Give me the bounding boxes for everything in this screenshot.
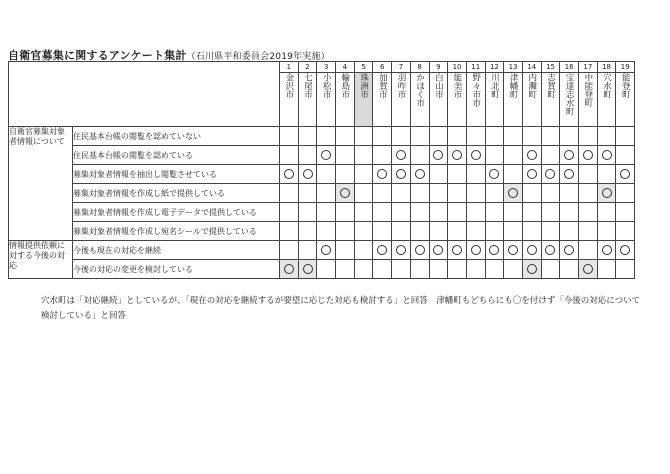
answer-cell [616,241,635,260]
answer-cell [448,203,467,222]
circle-mark [433,150,443,160]
column-number: 9 [429,62,448,73]
municipality-name: 中能登町 [582,73,593,107]
answer-cell [541,184,560,203]
answer-cell [298,184,317,203]
answer-cell [410,184,429,203]
answer-cell [504,165,523,184]
answer-cell [392,127,411,146]
answer-cell [336,184,355,203]
answer-cell [504,203,523,222]
circle-mark [545,169,555,179]
answer-cell [579,184,598,203]
answer-cell [560,146,579,165]
answer-cell [448,241,467,260]
answer-cell [616,222,635,241]
column-number: 12 [485,62,504,73]
answer-cell [429,146,448,165]
answer-cell [410,165,429,184]
answer-cell [373,260,392,279]
circle-mark [602,188,612,198]
column-number: 13 [504,62,523,73]
answer-cell [336,146,355,165]
answer-cell [541,203,560,222]
column-number-row [9,62,635,73]
item-label: 募集対象者情報を作成し紙で提供している [73,184,280,203]
answer-cell [298,203,317,222]
item-label: 募集対象者情報を作成し電子データで提供している [73,203,280,222]
answer-cell [541,165,560,184]
answer-cell [597,260,616,279]
answer-cell [392,165,411,184]
circle-mark [602,245,612,255]
answer-cell [373,165,392,184]
answer-cell [597,241,616,260]
answer-cell [410,127,429,146]
survey-table [8,61,635,279]
answer-cell [280,165,299,184]
answer-cell [298,222,317,241]
municipality-name: 宝達志水町 [564,73,575,116]
answer-cell [579,222,598,241]
answer-cell [579,203,598,222]
answer-cell [522,184,541,203]
municipality-header [410,73,429,127]
municipality-name: 輪島市 [339,73,350,99]
answer-cell [522,203,541,222]
municipality-header [616,73,635,127]
column-number: 11 [466,62,485,73]
municipality-name: 能美市 [452,73,463,99]
circle-mark [620,245,630,255]
column-number: 16 [560,62,579,73]
answer-cell [597,165,616,184]
column-number: 3 [317,62,336,73]
municipality-header [579,73,598,127]
municipality-name: 白山市 [433,73,444,99]
category-label: 自衛官募集対象者情報について [9,127,73,241]
answer-cell [280,184,299,203]
answer-cell [354,241,373,260]
answer-cell [429,203,448,222]
answer-cell [298,146,317,165]
answer-cell [448,165,467,184]
answer-cell [485,222,504,241]
circle-mark [527,150,537,160]
answer-cell [336,222,355,241]
answer-cell [298,127,317,146]
answer-cell [541,241,560,260]
answer-cell [448,146,467,165]
table-body [9,127,635,279]
answer-cell [280,146,299,165]
answer-cell [280,260,299,279]
answer-cell [504,241,523,260]
answer-cell [560,184,579,203]
circle-mark [620,169,630,179]
column-number: 1 [280,62,299,73]
answer-cell [522,127,541,146]
circle-mark [396,245,406,255]
circle-mark [527,245,537,255]
circle-mark [433,245,443,255]
answer-cell [466,241,485,260]
municipality-header [392,73,411,127]
answer-cell [616,203,635,222]
answer-cell [392,222,411,241]
column-number: 4 [336,62,355,73]
municipality-name: 内灘町 [526,73,537,99]
answer-cell [466,127,485,146]
answer-cell [336,241,355,260]
answer-cell [466,203,485,222]
circle-mark [452,150,462,160]
answer-cell [410,203,429,222]
circle-mark [564,169,574,179]
circle-mark [471,245,481,255]
answer-cell [373,203,392,222]
item-label: 住民基本台帳の閲覧を認めていない [73,127,280,146]
item-label: 今後も現在の対応を継続 [73,241,280,260]
column-number: 18 [597,62,616,73]
answer-cell [485,203,504,222]
answer-cell [392,203,411,222]
answer-cell [597,222,616,241]
column-number: 5 [354,62,373,73]
municipality-header [317,73,336,127]
answer-cell [392,146,411,165]
circle-mark [321,150,331,160]
answer-cell [616,165,635,184]
answer-cell [317,184,336,203]
answer-cell [485,165,504,184]
circle-mark [396,169,406,179]
municipality-header [354,73,373,127]
answer-cell [429,127,448,146]
answer-cell [298,165,317,184]
answer-cell [373,222,392,241]
table-row [9,146,635,165]
answer-cell [466,222,485,241]
answer-cell [466,260,485,279]
answer-cell [448,127,467,146]
municipality-name: 川北町 [489,73,500,99]
municipality-header [373,73,392,127]
answer-cell [280,127,299,146]
answer-cell [466,184,485,203]
answer-cell [298,241,317,260]
municipality-name: 珠洲市 [358,73,369,99]
answer-cell [579,165,598,184]
circle-mark [508,188,518,198]
circle-mark [564,150,574,160]
answer-cell [560,203,579,222]
municipality-name: 穴水町 [601,73,612,99]
answer-cell [560,222,579,241]
municipality-header [280,73,299,127]
circle-mark [452,245,462,255]
answer-cell [354,127,373,146]
column-number: 10 [448,62,467,73]
answer-cell [504,260,523,279]
column-number: 15 [541,62,560,73]
circle-mark [284,264,294,274]
answer-cell [392,184,411,203]
answer-cell [485,184,504,203]
column-number: 19 [616,62,635,73]
item-label: 募集対象者情報を作成し宛名シールで提供している [73,222,280,241]
circle-mark [527,264,537,274]
table-row [9,203,635,222]
footnote: 穴水町は「対応継続」としているが、「現在の対応を継続するが要望に応じた対応も検討する」と回答 津幡町もどちらにも〇を付けず「今後の対応について検討している」と回答 [41,296,641,321]
answer-cell [485,260,504,279]
answer-cell [579,260,598,279]
item-label: 今後の対応の変更を検討している [73,260,280,279]
circle-mark [377,169,387,179]
answer-cell [541,127,560,146]
answer-cell [410,241,429,260]
answer-cell [541,222,560,241]
answer-cell [336,203,355,222]
answer-cell [466,146,485,165]
answer-cell [317,222,336,241]
municipality-header [298,73,317,127]
answer-cell [317,127,336,146]
answer-cell [504,222,523,241]
table-row [9,260,635,279]
column-number: 6 [373,62,392,73]
answer-cell [392,260,411,279]
answer-cell [429,222,448,241]
answer-cell [354,222,373,241]
municipality-name: 能登町 [620,73,631,99]
column-number: 2 [298,62,317,73]
answer-cell [504,146,523,165]
municipality-header [560,73,579,127]
circle-mark [377,245,387,255]
answer-cell [579,241,598,260]
circle-mark [303,264,313,274]
answer-cell [616,260,635,279]
municipality-header [504,73,523,127]
column-number: 14 [522,62,541,73]
answer-cell [448,260,467,279]
item-label: 住民基本台帳の閲覧を認めている [73,146,280,165]
municipality-header [336,73,355,127]
answer-cell [560,127,579,146]
column-number: 17 [579,62,598,73]
municipality-header [597,73,616,127]
circle-mark [489,169,499,179]
table-row [9,165,635,184]
answer-cell [336,260,355,279]
municipality-header [485,73,504,127]
answer-cell [317,146,336,165]
answer-cell [298,260,317,279]
answer-cell [410,146,429,165]
answer-cell [317,165,336,184]
answer-cell [522,165,541,184]
answer-cell [354,184,373,203]
circle-mark [583,264,593,274]
answer-cell [429,260,448,279]
answer-cell [616,184,635,203]
municipality-name: 津幡町 [508,73,519,99]
answer-cell [579,146,598,165]
header-blank-cell [9,62,280,127]
circle-mark [321,245,331,255]
answer-cell [373,241,392,260]
answer-cell [336,127,355,146]
answer-cell [317,241,336,260]
circle-mark [545,245,555,255]
subtitle-text: （石川県平和委員会2019年実施） [186,52,330,62]
answer-cell [429,165,448,184]
answer-cell [429,241,448,260]
municipality-name: 金沢市 [283,73,294,99]
answer-cell [280,203,299,222]
answer-cell [373,184,392,203]
municipality-header [429,73,448,127]
answer-cell [373,127,392,146]
municipality-name: 七尾市 [302,73,313,99]
answer-cell [354,203,373,222]
circle-mark [284,169,294,179]
answer-cell [354,146,373,165]
answer-cell [616,146,635,165]
answer-cell [597,146,616,165]
answer-cell [560,260,579,279]
answer-cell [560,165,579,184]
answer-cell [541,260,560,279]
circle-mark [396,150,406,160]
answer-cell [597,184,616,203]
circle-mark [527,169,537,179]
answer-cell [485,146,504,165]
municipality-header [466,73,485,127]
circle-mark [564,245,574,255]
table-row [9,241,635,260]
answer-cell [504,184,523,203]
answer-cell [504,127,523,146]
table-row [9,222,635,241]
circle-mark [583,150,593,160]
municipality-name: 羽咋市 [395,73,406,99]
municipality-name: かほく市 [414,73,425,107]
answer-cell [354,165,373,184]
circle-mark [340,188,350,198]
answer-cell [317,203,336,222]
answer-cell [616,127,635,146]
item-label: 募集対象者情報を抽出し閲覧させている [73,165,280,184]
answer-cell [354,260,373,279]
answer-cell [448,222,467,241]
answer-cell [429,184,448,203]
circle-mark [415,169,425,179]
municipality-header [522,73,541,127]
answer-cell [280,241,299,260]
municipality-name: 志賀町 [545,73,556,99]
answer-cell [410,222,429,241]
title-text: 自衛官募集に関するアンケート集計 [8,49,187,62]
answer-cell [597,203,616,222]
category-label: 情報提供依頼に対する今後の対応 [9,241,73,279]
answer-cell [317,260,336,279]
table-row [9,127,635,146]
answer-cell [522,222,541,241]
municipality-header [541,73,560,127]
circle-mark [471,150,481,160]
answer-cell [597,127,616,146]
municipality-name: 小松市 [321,73,332,99]
column-number: 8 [410,62,429,73]
circle-mark [489,245,499,255]
answer-cell [541,146,560,165]
table-row [9,184,635,203]
answer-cell [522,146,541,165]
answer-cell [392,241,411,260]
column-number: 7 [392,62,411,73]
circle-mark [415,245,425,255]
answer-cell [373,146,392,165]
answer-cell [485,241,504,260]
municipality-header [448,73,467,127]
municipality-name: 加賀市 [377,73,388,99]
answer-cell [560,241,579,260]
answer-cell [280,222,299,241]
answer-cell [579,127,598,146]
answer-cell [522,260,541,279]
circle-mark [508,245,518,255]
circle-mark [303,169,313,179]
answer-cell [410,260,429,279]
answer-cell [522,241,541,260]
municipality-name: 野々市市 [470,73,481,107]
answer-cell [448,184,467,203]
circle-mark [602,150,612,160]
answer-cell [485,127,504,146]
answer-cell [336,165,355,184]
answer-cell [466,165,485,184]
